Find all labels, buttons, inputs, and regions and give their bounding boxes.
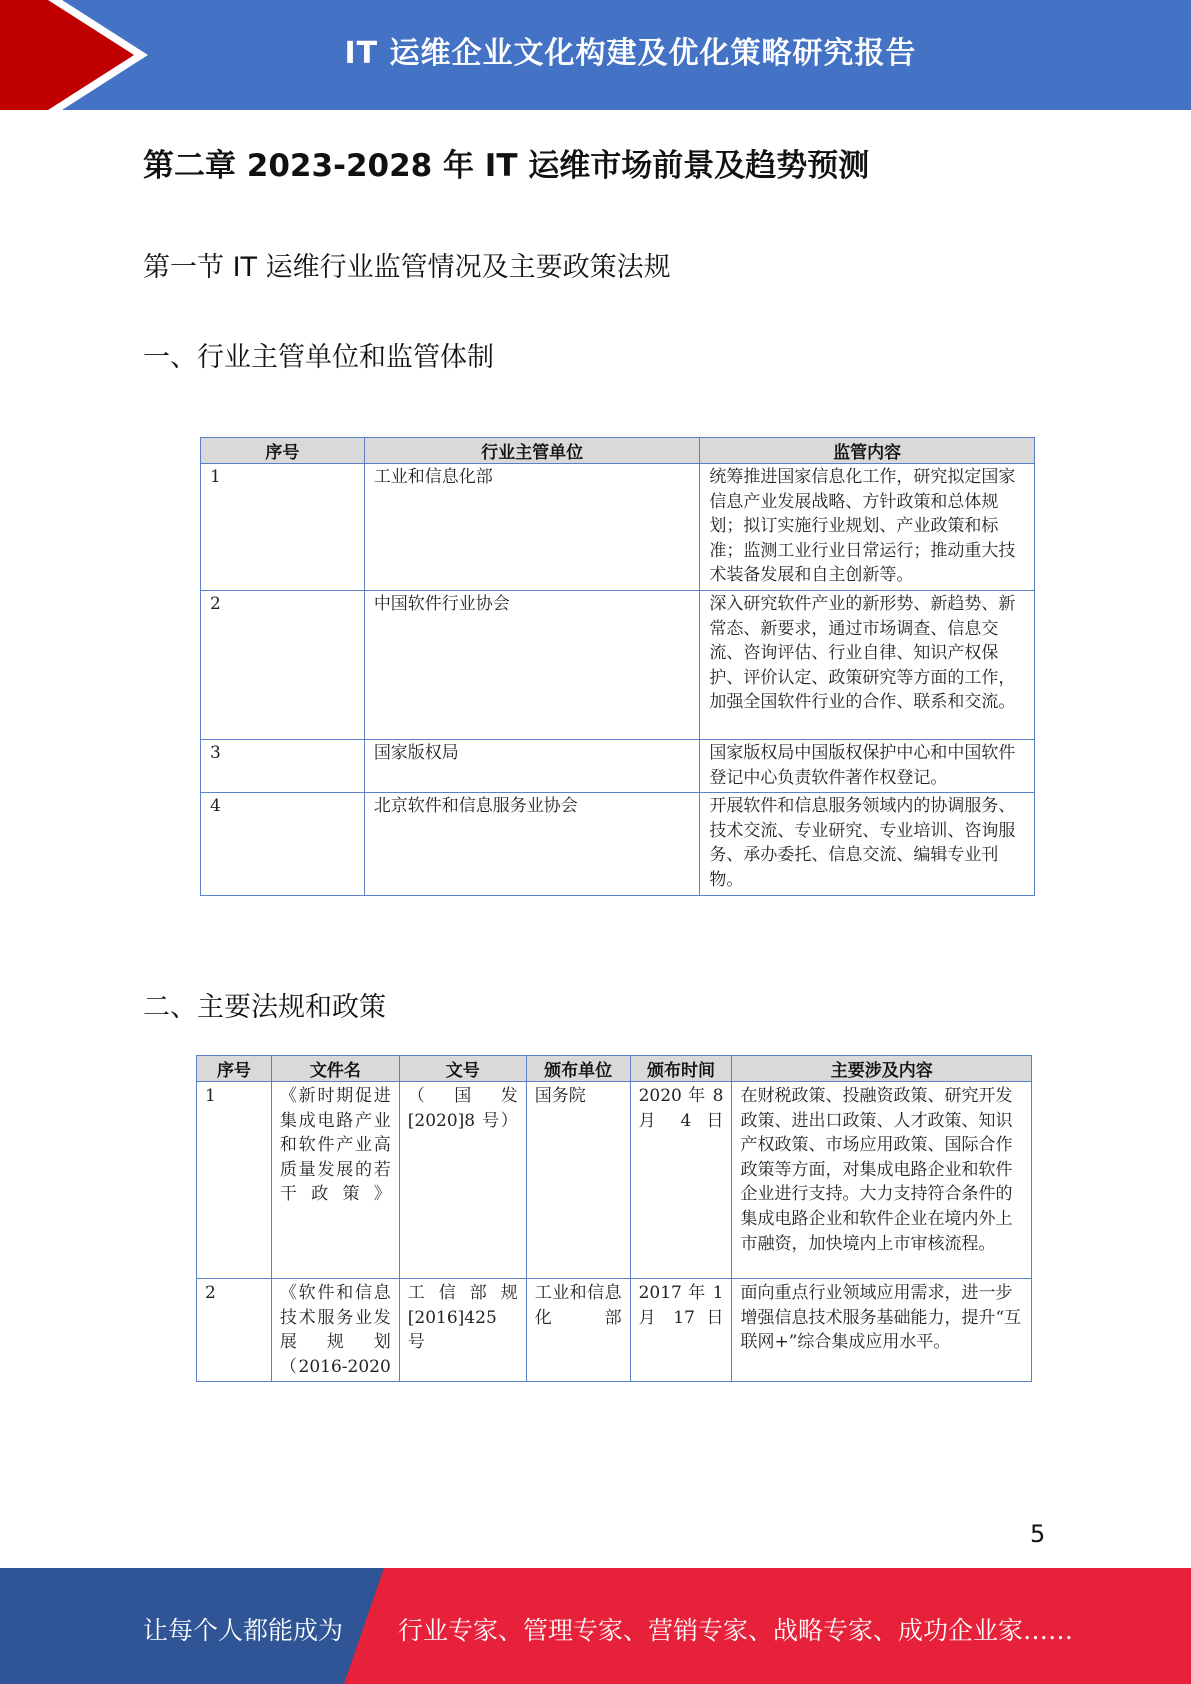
header-cell-issue-date: 颁布时间 (630, 1056, 732, 1082)
cell-content: 在财税政策、投融资政策、研究开发政策、进出口政策、人才政策、知识产权政策、市场应用政策、国际合作政策等方面，对集成电路企业和软件企业进行支持。大力支持符合条件的集成电路企业和软件企业在境内外上市融资，加快境内上市审核流程。 (732, 1082, 1032, 1279)
cell-authority: 北京软件和信息服务业协会 (364, 793, 700, 895)
cell-authority: 国家版权局 (364, 739, 700, 792)
table-row (201, 793, 1035, 895)
cell-index: 2 (197, 1279, 272, 1382)
footer-banner (0, 1568, 1191, 1684)
header-banner (0, 0, 1191, 110)
cell-doc-number: 工 信 部 规[2016]425 号 (399, 1279, 526, 1382)
cell-index: 4 (201, 793, 365, 895)
cell-authority: 中国软件行业协会 (364, 590, 700, 739)
report-title: IT 运维企业文化构建及优化策略研究报告 (344, 36, 917, 71)
footer-slogan-right: 行业专家、管理专家、营销专家、战略专家、成功企业家…… (398, 1616, 1074, 1645)
table-row (201, 464, 1035, 591)
footer-slogan-left: 让每个人都能成为 (143, 1616, 344, 1645)
cell-supervision: 开展软件和信息服务领域内的协调服务、技术交流、专业研究、专业培训、咨询服务、承办委托、信息交流、编辑专业刊物。 (700, 793, 1035, 895)
header-cell-index: 序号 (201, 438, 365, 464)
cell-authority: 工业和信息化部 (364, 464, 700, 591)
cell-issuer: 工业和信息化部 (526, 1279, 630, 1382)
cell-document: 《软件和信息技术服务业发展规划（2016-2020 (271, 1279, 399, 1382)
cell-index: 1 (197, 1082, 272, 1279)
header-cell-index: 序号 (197, 1056, 272, 1082)
cell-doc-number: （ 国 发[2020]8 号） (399, 1082, 526, 1279)
header-cell-issuer: 颁布单位 (526, 1056, 630, 1082)
table-row (197, 1279, 1032, 1382)
table-row (201, 590, 1035, 739)
cell-index: 1 (201, 464, 365, 591)
subsection-title-policies: 二、主要法规和政策 (143, 992, 386, 1023)
cell-content: 面向重点行业领域应用需求，进一步增强信息技术服务基础能力，提升“互联网+”综合集成应用水平。 (732, 1279, 1032, 1382)
cell-issue-date: 2017 年 1 月 17 日 (630, 1279, 732, 1382)
header-cell-authority: 行业主管单位 (364, 438, 700, 464)
table-header-row (201, 438, 1035, 464)
cell-issue-date: 2020 年 8 月 4 日 (630, 1082, 732, 1279)
policy-table (196, 1055, 1032, 1382)
header-cell-supervision: 监管内容 (700, 438, 1035, 464)
cell-issuer: 国务院 (526, 1082, 630, 1279)
regulator-table (200, 437, 1035, 896)
table-header-row (197, 1056, 1032, 1082)
cell-index: 2 (201, 590, 365, 739)
cell-index: 3 (201, 739, 365, 792)
page-number: 5 (1030, 1520, 1046, 1548)
section-title: 第一节 IT 运维行业监管情况及主要政策法规 (143, 252, 671, 283)
table-row (201, 739, 1035, 792)
table-row (197, 1082, 1032, 1279)
cell-document: 《新时期促进集成电路产业和软件产业高质量发展的若干政策》 (271, 1082, 399, 1279)
header-cell-content: 主要涉及内容 (732, 1056, 1032, 1082)
cell-supervision: 国家版权局中国版权保护中心和中国软件登记中心负责软件著作权登记。 (700, 739, 1035, 792)
cell-supervision: 深入研究软件产业的新形势、新趋势、新常态、新要求，通过市场调查、信息交流、咨询评估、行业自律、知识产权保护、评价认定、政策研究等方面的工作，加强全国软件行业的合作、联系和交流。 (700, 590, 1035, 739)
chapter-title: 第二章 2023-2028 年 IT 运维市场前景及趋势预测 (143, 148, 870, 184)
header-cell-doc-number: 文号 (399, 1056, 526, 1082)
subsection-title-regulators: 一、行业主管单位和监管体制 (143, 342, 494, 373)
cell-supervision: 统筹推进国家信息化工作，研究拟定国家信息产业发展战略、方针政策和总体规划；拟订实施行业规划、产业政策和标准；监测工业行业日常运行；推动重大技术装备发展和自主创新等。 (700, 464, 1035, 591)
header-cell-document: 文件名 (271, 1056, 399, 1082)
